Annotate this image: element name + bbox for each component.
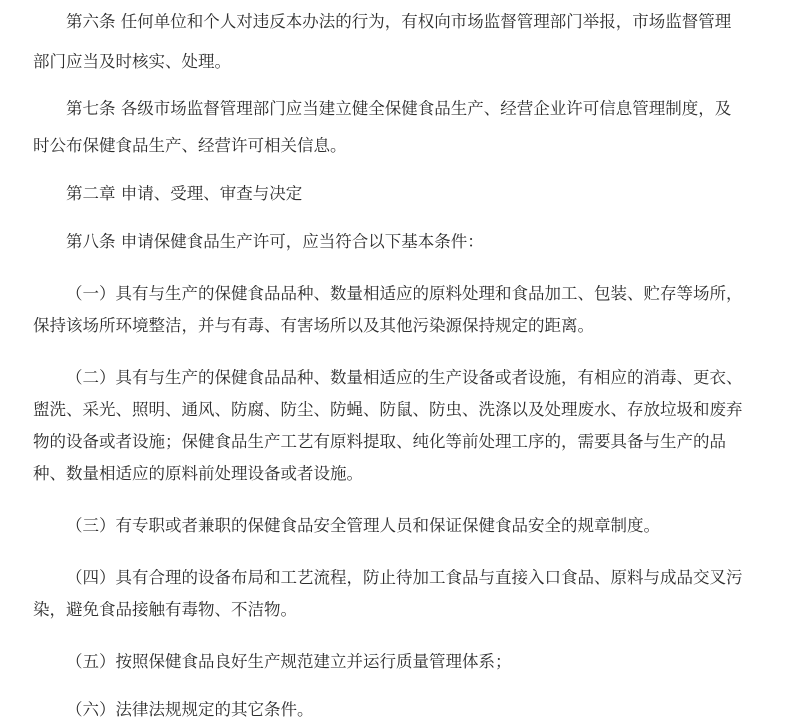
item-1-line-2: 保持该场所环境整洁，并与有毒、有害场所以及其他污染源保持规定的距离。 bbox=[33, 316, 594, 335]
item-4-line-2: 染，避免食品接触有毒物、不洁物。 bbox=[33, 600, 297, 619]
item-5-line-1: （五）按照保健食品良好生产规范建立并运行质量管理体系； bbox=[66, 652, 512, 671]
article-7-line-1: 第七条 各级市场监督管理部门应当建立健全保健食品生产、经营企业许可信息管理制度，及 bbox=[66, 99, 732, 118]
article-6-line-1: 第六条 任何单位和个人对违反本办法的行为，有权向市场监督管理部门举报，市场监督管理 bbox=[66, 12, 732, 31]
chapter-2-heading: 第二章 申请、受理、审查与决定 bbox=[66, 184, 303, 203]
item-3-line-1: （三）有专职或者兼职的保健食品安全管理人员和保证保健食品安全的规章制度。 bbox=[66, 516, 660, 535]
item-2-line-3: 物的设备或者设施；保健食品生产工艺有原料提取、纯化等前处理工序的，需要具备与生产的品 bbox=[33, 432, 726, 451]
article-8-line-1: 第八条 申请保健食品生产许可，应当符合以下基本条件： bbox=[66, 232, 484, 251]
item-2-line-4: 种、数量相适应的原料前处理设备或者设施。 bbox=[33, 464, 363, 483]
article-7-line-2: 时公布保健食品生产、经营许可相关信息。 bbox=[33, 136, 347, 155]
item-4-line-1: （四）具有合理的设备布局和工艺流程，防止待加工食品与直接入口食品、原料与成品交叉污 bbox=[66, 568, 743, 587]
item-6-line-1: （六）法律法规规定的其它条件。 bbox=[66, 700, 314, 719]
item-2-line-2: 盥洗、采光、照明、通风、防腐、防尘、防蝇、防鼠、防虫、洗涤以及处理废水、存放垃圾和废弃 bbox=[33, 400, 743, 419]
item-2-line-1: （二）具有与生产的保健食品品种、数量相适应的生产设备或者设施，有相应的消毒、更衣、 bbox=[66, 368, 743, 387]
article-6-line-2: 部门应当及时核实、处理。 bbox=[33, 52, 231, 71]
item-1-line-1: （一）具有与生产的保健食品品种、数量相适应的原料处理和食品加工、包装、贮存等场所， bbox=[66, 284, 743, 303]
